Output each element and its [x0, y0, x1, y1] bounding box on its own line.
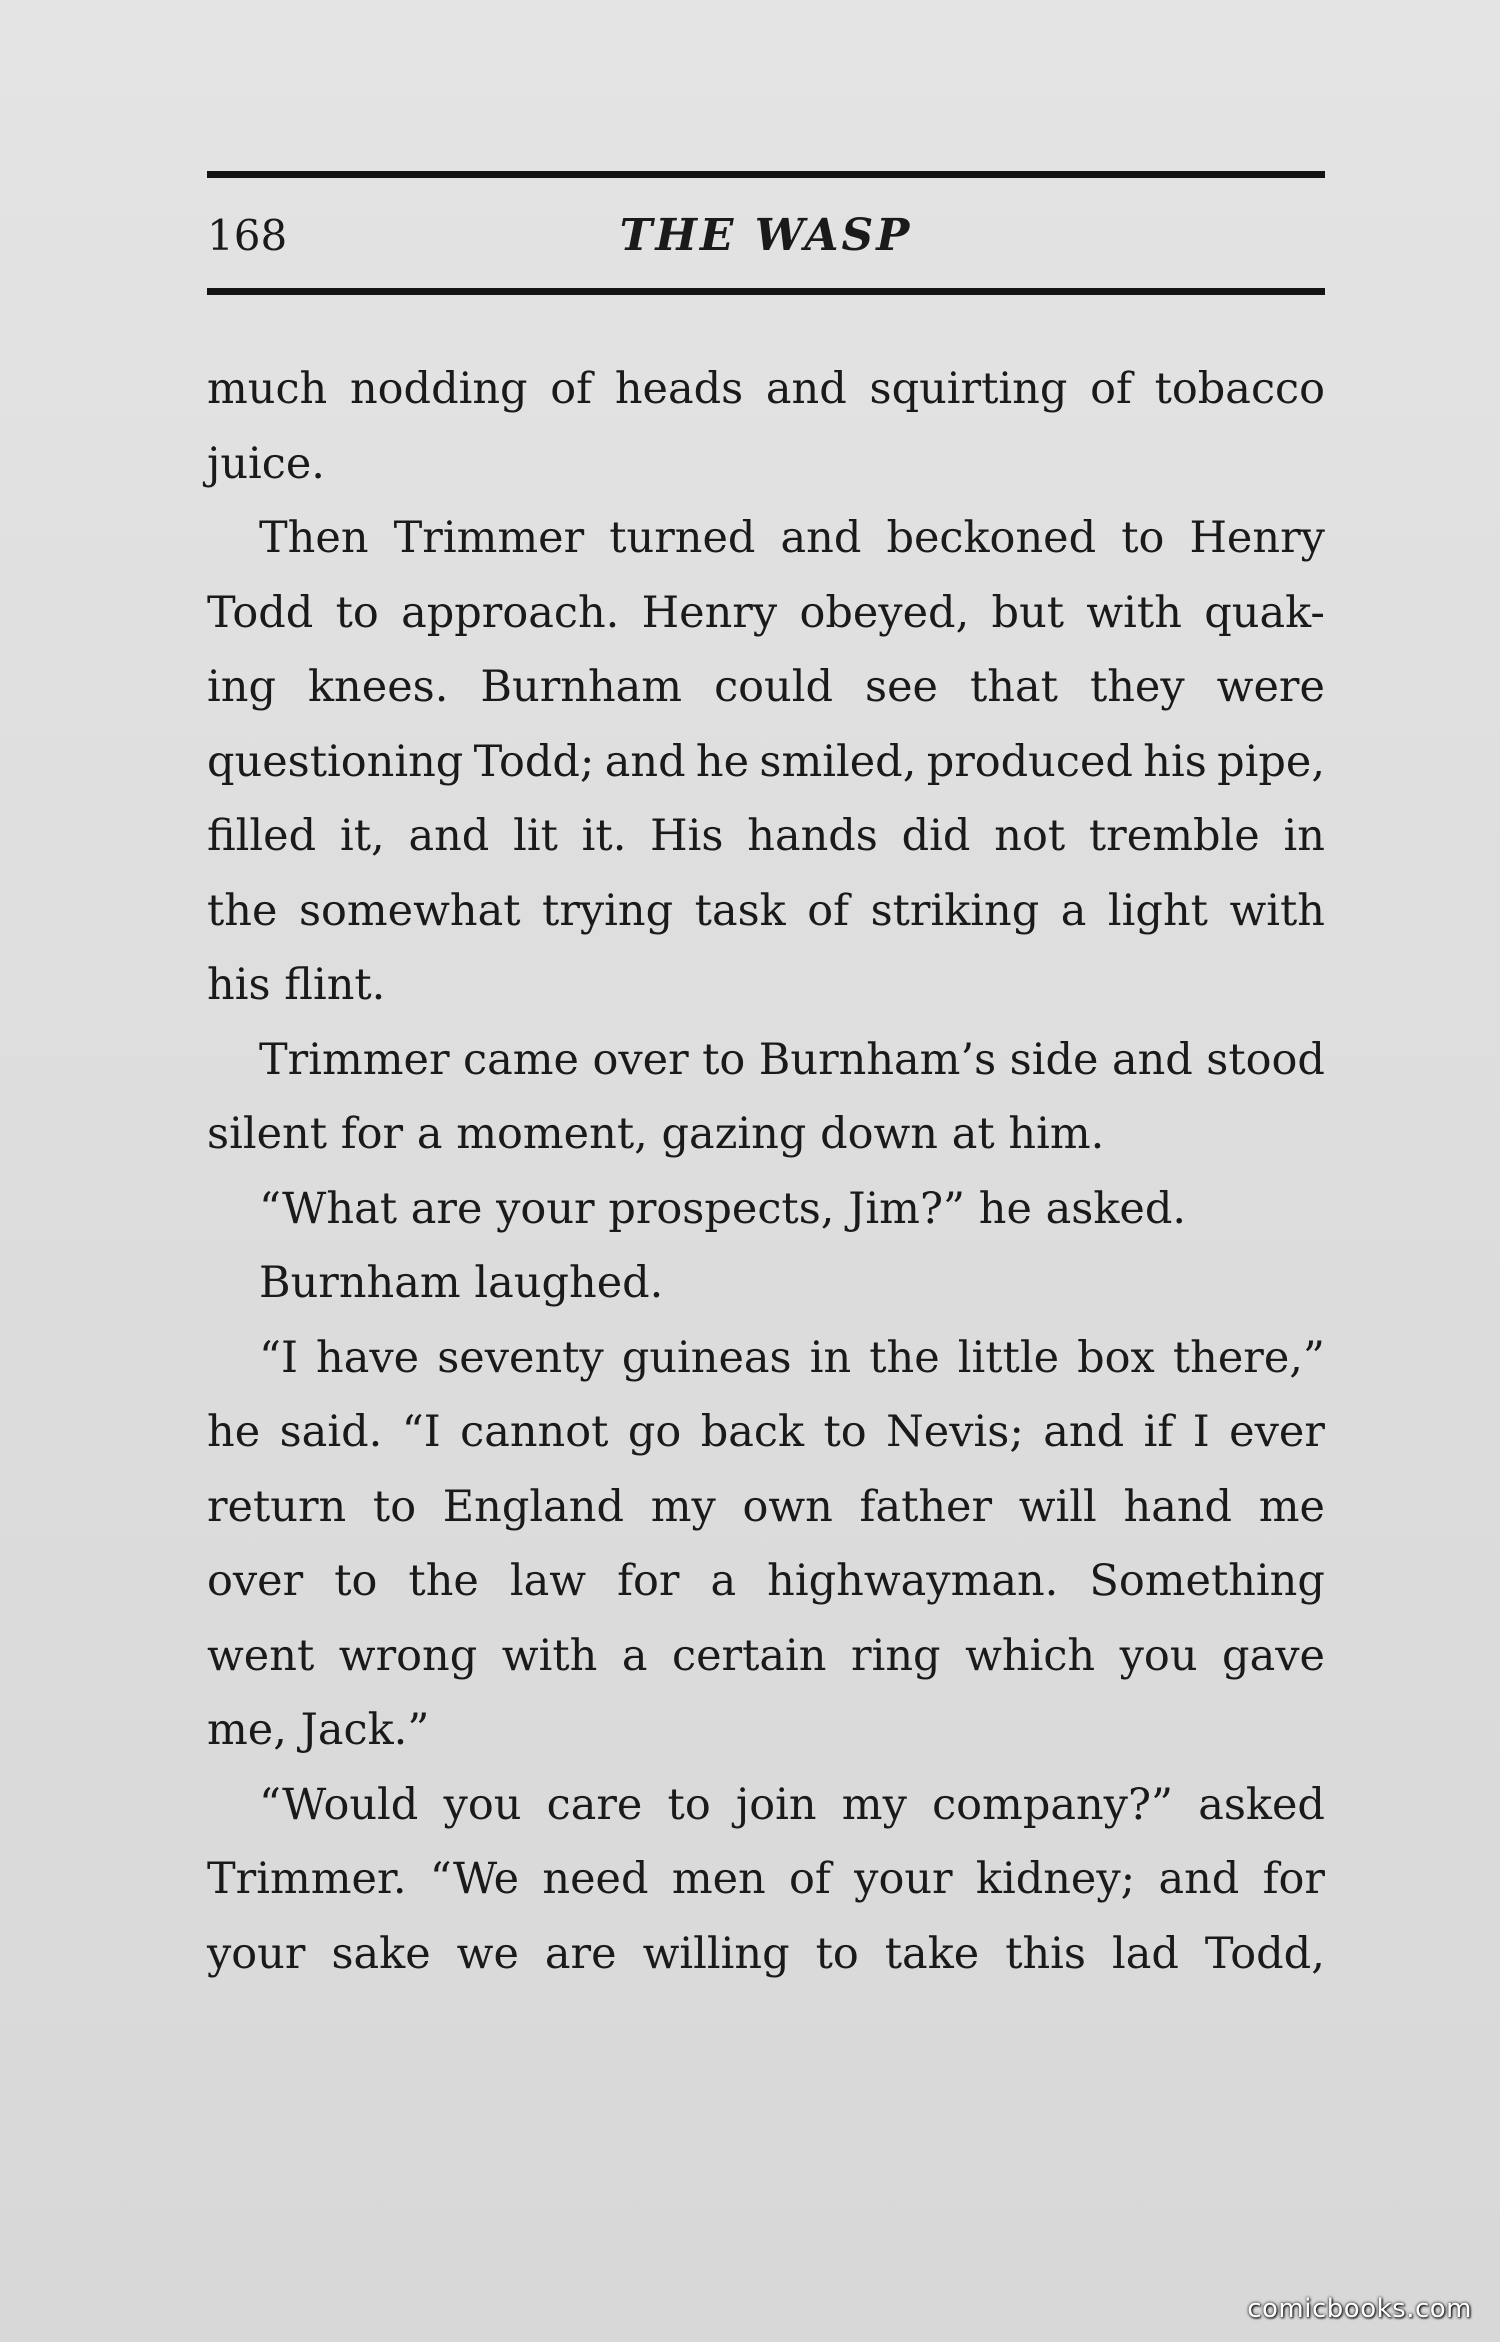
word: the — [869, 1332, 940, 1383]
word: cannot — [460, 1407, 609, 1457]
word: it, — [339, 811, 385, 861]
word: for — [1262, 1854, 1325, 1904]
word: care — [546, 1779, 643, 1830]
word: and — [1111, 1034, 1193, 1085]
word: but — [991, 587, 1065, 638]
word: go — [627, 1407, 682, 1457]
header-rule-bottom — [207, 288, 1325, 295]
word: box — [1077, 1332, 1155, 1383]
word: certain — [672, 1630, 827, 1681]
word: knees. — [308, 662, 449, 712]
word: trying — [542, 885, 674, 936]
word: gave — [1222, 1630, 1325, 1681]
word: somewhat — [298, 885, 521, 936]
text-line — [207, 650, 1325, 725]
word: seventy — [437, 1332, 604, 1383]
word: juice. — [207, 438, 325, 489]
word: questioning — [207, 736, 464, 787]
word: will — [1018, 1481, 1097, 1532]
word: over — [592, 1034, 689, 1085]
word: not — [994, 811, 1066, 861]
text-line — [207, 1917, 1325, 1992]
word: “What — [259, 1183, 397, 1234]
text-line — [207, 948, 1325, 1023]
text-line — [207, 1842, 1325, 1917]
word: little — [957, 1332, 1060, 1383]
word: in — [809, 1332, 852, 1383]
word: ring — [851, 1630, 941, 1681]
word: tremble — [1088, 811, 1260, 861]
word: which — [965, 1630, 1096, 1681]
text-line — [207, 1544, 1325, 1619]
word: and — [780, 513, 862, 563]
word: him. — [1008, 1109, 1105, 1159]
text-line — [207, 427, 1325, 502]
word: much — [207, 364, 328, 414]
text-line — [207, 1246, 1325, 1321]
word: “I — [401, 1407, 441, 1457]
word: heads — [614, 364, 744, 414]
word: His — [650, 811, 724, 861]
text-line — [207, 352, 1325, 427]
word: and — [1043, 1407, 1125, 1457]
word: Nevis; — [886, 1407, 1024, 1457]
word: with — [501, 1630, 598, 1681]
word: laughed. — [474, 1258, 664, 1308]
word: I — [1192, 1407, 1210, 1457]
word: my — [650, 1481, 716, 1532]
word: me — [1258, 1481, 1325, 1532]
text-line — [207, 1321, 1325, 1396]
word: and — [1158, 1854, 1240, 1904]
word: came — [463, 1034, 579, 1085]
word: a — [1060, 885, 1087, 936]
word: of — [807, 885, 850, 936]
word: striking — [870, 885, 1040, 936]
word: my — [841, 1779, 907, 1830]
word: we — [456, 1928, 519, 1979]
word: he — [207, 1407, 261, 1457]
text-line — [207, 501, 1325, 576]
word: over — [207, 1556, 304, 1606]
word: for — [340, 1109, 404, 1159]
word: silent — [207, 1109, 327, 1159]
word: to — [1121, 513, 1165, 563]
word: to — [823, 1407, 867, 1457]
text-line — [207, 1395, 1325, 1470]
word: that — [970, 662, 1058, 712]
word: Trimmer — [259, 1034, 450, 1085]
word: hand — [1123, 1481, 1233, 1532]
word: are — [544, 1928, 617, 1979]
page-number: 168 — [207, 211, 288, 260]
word: a — [416, 1109, 443, 1159]
word: Todd; — [473, 736, 595, 787]
word: with — [1229, 885, 1325, 936]
word: Burnham — [259, 1258, 461, 1308]
word: see — [865, 662, 939, 712]
word: Then — [259, 513, 369, 563]
word: ing — [207, 662, 276, 712]
word: Jim?” — [848, 1183, 965, 1234]
word: company?” — [932, 1779, 1174, 1830]
word: task — [694, 885, 786, 936]
word: you — [1119, 1630, 1198, 1681]
word: squirting — [869, 364, 1068, 414]
word: Trimmer. — [207, 1854, 407, 1904]
text-line — [207, 1470, 1325, 1545]
word: moment, — [456, 1109, 648, 1159]
word: filled — [207, 811, 317, 861]
word: did — [901, 811, 971, 861]
word: quak- — [1204, 587, 1325, 638]
text-line — [207, 1097, 1325, 1172]
word: down — [820, 1109, 938, 1159]
page-header — [207, 206, 1325, 266]
word: they — [1089, 662, 1185, 712]
word: you — [443, 1779, 522, 1830]
word: your — [207, 1928, 306, 1979]
word: prospects, — [608, 1183, 835, 1234]
word: father — [859, 1481, 993, 1532]
word: to — [372, 1481, 417, 1532]
word: said. — [279, 1407, 383, 1457]
word: to — [702, 1034, 746, 1085]
word: highwayman. — [767, 1556, 1059, 1606]
word: wrong — [338, 1630, 478, 1681]
text-line — [207, 1619, 1325, 1694]
word: men — [671, 1854, 766, 1904]
body-text — [207, 352, 1325, 1991]
word: Todd — [207, 587, 314, 638]
word: a — [710, 1556, 737, 1606]
word: Henry — [1189, 513, 1325, 563]
word: Burnham — [480, 662, 683, 712]
text-line — [207, 1023, 1325, 1098]
word: sake — [331, 1928, 431, 1979]
word: have — [316, 1332, 420, 1383]
word: could — [714, 662, 834, 712]
word: “We — [429, 1854, 520, 1904]
word: ever — [1229, 1407, 1325, 1457]
word: this — [1005, 1928, 1086, 1979]
word: his — [207, 960, 271, 1010]
word: join — [735, 1779, 817, 1830]
text-line — [207, 799, 1325, 874]
word: light — [1107, 885, 1208, 936]
watermark: comicbooks.com — [1247, 2294, 1472, 2324]
text-line — [207, 725, 1325, 800]
word: Jack.” — [300, 1705, 430, 1755]
word: to — [335, 587, 379, 638]
word: went — [207, 1630, 315, 1681]
word: nodding — [349, 364, 528, 414]
word: asked — [1198, 1779, 1325, 1830]
word: it. — [581, 811, 627, 861]
word: side — [1009, 1034, 1099, 1085]
word: take — [884, 1928, 980, 1979]
word: he — [978, 1183, 1032, 1234]
word: he — [695, 736, 750, 787]
word: Trimmer — [393, 513, 585, 563]
word: to — [815, 1928, 859, 1979]
word: there,” — [1172, 1332, 1325, 1383]
word: to — [667, 1779, 711, 1830]
word: your — [496, 1183, 595, 1234]
word: if — [1143, 1407, 1174, 1457]
word: gazing — [661, 1109, 807, 1159]
word: smiled, — [759, 736, 917, 787]
word: law — [509, 1556, 587, 1606]
word: of — [550, 364, 593, 414]
word: his — [1143, 736, 1207, 787]
word: tobacco — [1154, 364, 1325, 414]
word: are — [410, 1183, 483, 1234]
word: kidney; — [975, 1854, 1136, 1904]
word: to — [334, 1556, 378, 1606]
text-line — [207, 874, 1325, 949]
running-title: THE WASP — [619, 210, 913, 261]
word: stood — [1206, 1034, 1325, 1085]
word: of — [789, 1854, 831, 1904]
word: turned — [609, 513, 756, 563]
word: England — [442, 1481, 624, 1532]
text-line — [207, 1768, 1325, 1843]
word: Henry — [641, 587, 778, 638]
word: own — [742, 1481, 833, 1532]
word: need — [542, 1854, 649, 1904]
header-rule-top — [207, 171, 1325, 178]
word: approach. — [401, 587, 620, 638]
word: pipe, — [1217, 736, 1325, 787]
word: at — [951, 1109, 995, 1159]
word: with — [1086, 587, 1182, 638]
word: of — [1090, 364, 1132, 414]
text-line — [207, 576, 1325, 651]
word: beckoned — [886, 513, 1097, 563]
word: hands — [747, 811, 878, 861]
word: guineas — [621, 1332, 792, 1383]
word: produced — [926, 736, 1133, 787]
word: and — [765, 364, 847, 414]
word: return — [207, 1481, 347, 1532]
word: Todd, — [1204, 1928, 1325, 1979]
word: obeyed, — [799, 587, 970, 638]
word: for — [617, 1556, 680, 1606]
word: “I — [259, 1332, 298, 1383]
word: willing — [642, 1928, 790, 1979]
text-line — [207, 1172, 1325, 1247]
word: and — [408, 811, 490, 861]
word: Something — [1089, 1556, 1325, 1606]
word: were — [1216, 662, 1325, 712]
word: “Would — [259, 1779, 419, 1830]
word: and — [604, 736, 686, 787]
word: lit — [513, 811, 558, 861]
text-line — [207, 1693, 1325, 1768]
word: lad — [1112, 1928, 1179, 1979]
word: your — [854, 1854, 953, 1904]
word: the — [408, 1556, 479, 1606]
word: a — [621, 1630, 648, 1681]
word: the — [207, 885, 278, 936]
word: me, — [207, 1705, 287, 1755]
word: in — [1283, 811, 1325, 861]
word: back — [700, 1407, 805, 1457]
word: Burnham’s — [758, 1034, 997, 1085]
word: asked. — [1045, 1183, 1187, 1234]
word: flint. — [284, 960, 386, 1010]
